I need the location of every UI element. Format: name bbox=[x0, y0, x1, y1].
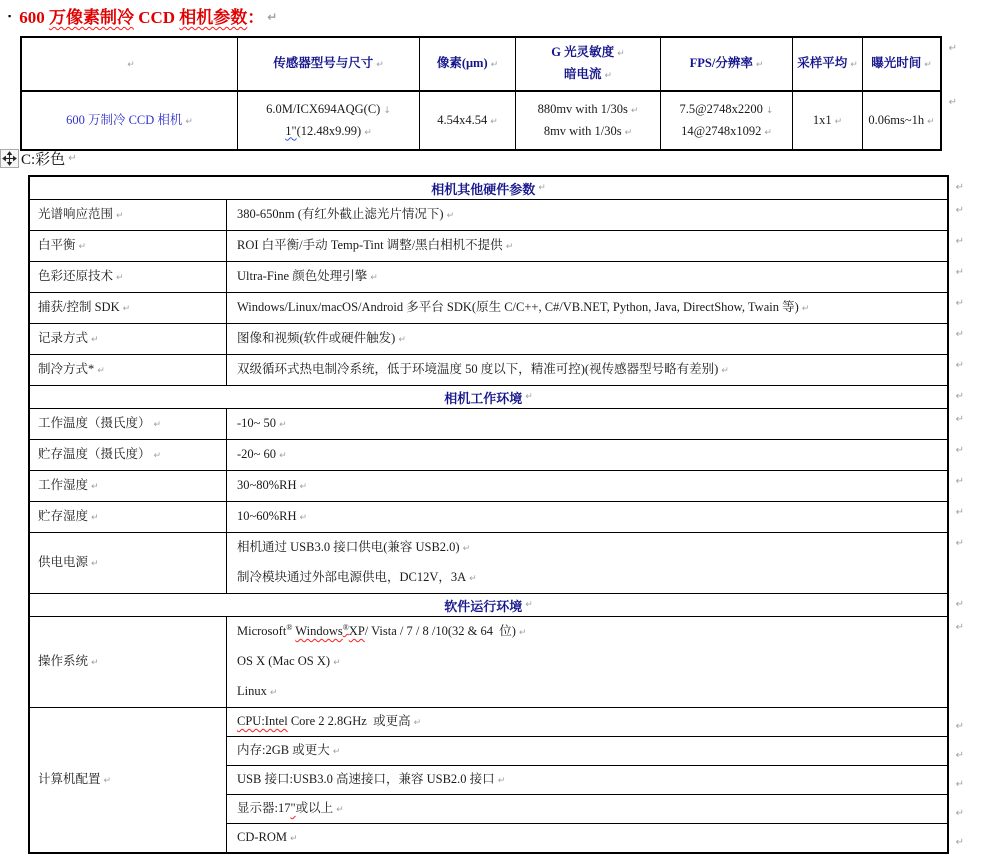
text-segment: Core 2 2.8GHz 或更高 bbox=[287, 714, 411, 728]
text-segment: 1x1 bbox=[812, 112, 832, 127]
text-line bbox=[868, 110, 934, 132]
paragraph-mark-icon: ↓ bbox=[765, 105, 774, 116]
paragraph-mark-icon: ↵ bbox=[185, 116, 193, 127]
row-value bbox=[227, 502, 947, 532]
text-line bbox=[285, 121, 371, 143]
text-segment: 4.54x4.54 bbox=[437, 112, 488, 127]
section-header-text: 相机其他硬件参数 bbox=[431, 181, 536, 197]
text-line bbox=[564, 64, 612, 86]
text-segment: 显示器:17 bbox=[237, 801, 291, 815]
row-value bbox=[227, 200, 947, 230]
row-label bbox=[30, 533, 227, 593]
table-row bbox=[30, 230, 964, 261]
text-segment: 7.5@2748x2200 bbox=[679, 101, 763, 116]
text-segment: Ultra-Fine 颜色处理引擎 bbox=[237, 269, 368, 283]
text-segment: ® bbox=[342, 622, 349, 632]
paragraph-mark-icon: ↵ bbox=[116, 273, 124, 283]
text-segment: -20~ 60 bbox=[237, 447, 277, 461]
text-segment: CPU:Intel bbox=[237, 714, 288, 728]
sub-row bbox=[227, 794, 964, 823]
text-line bbox=[38, 262, 226, 292]
text-segment: 10~60%RH bbox=[237, 509, 297, 523]
text-segment: 8mv with 1/30s bbox=[543, 123, 622, 138]
paragraph-mark-icon: ↵ bbox=[538, 183, 546, 193]
title-segment: CCD bbox=[133, 8, 180, 27]
paragraph-mark-icon: ↵ bbox=[490, 60, 499, 70]
text-segment: / Vista / 7 / 8 /10(32 & 64 位) bbox=[364, 624, 516, 638]
text-line bbox=[681, 121, 772, 143]
paragraph-mark-icon: ↵ bbox=[267, 10, 278, 24]
text-segment: " bbox=[290, 801, 296, 815]
text-segment: 0.06ms~1h bbox=[868, 112, 925, 127]
table-row bbox=[30, 439, 964, 470]
row-value bbox=[227, 440, 947, 470]
row-label bbox=[30, 262, 227, 292]
paragraph-mark-icon: ↵ bbox=[755, 60, 764, 70]
text-line bbox=[237, 471, 947, 501]
text-line bbox=[237, 293, 947, 323]
text-segment: G 光灵敏度 bbox=[551, 45, 615, 59]
text-line bbox=[680, 99, 774, 121]
text-line bbox=[544, 121, 632, 143]
row-value bbox=[227, 324, 947, 354]
paragraph-mark-icon: ↵ bbox=[624, 127, 633, 138]
text-line bbox=[266, 99, 391, 121]
table-row bbox=[30, 616, 964, 707]
section-header-text: 软件运行环境 bbox=[444, 598, 523, 614]
paragraph-mark-icon: ↵ bbox=[398, 335, 406, 345]
text-line bbox=[237, 708, 947, 738]
paragraph-mark-icon: ↵ bbox=[801, 304, 810, 314]
text-segment: 操作系统 bbox=[38, 654, 89, 668]
paragraph-mark-icon: ↵ bbox=[127, 60, 135, 70]
text-line bbox=[38, 440, 226, 470]
row-end-mark-icon: ↵ bbox=[948, 97, 957, 108]
text-line bbox=[237, 795, 947, 825]
text-segment: 内存:2GB 或更大 bbox=[237, 743, 330, 757]
table1-header-cell bbox=[419, 38, 515, 90]
row-end-mark-icon: ↵ bbox=[955, 476, 964, 487]
text-line bbox=[437, 53, 498, 75]
text-line bbox=[237, 533, 947, 563]
text-line bbox=[237, 231, 947, 261]
text-line bbox=[237, 737, 947, 767]
text-segment: 30~80%RH bbox=[237, 478, 297, 492]
row-value bbox=[227, 471, 947, 501]
text-line bbox=[237, 766, 947, 796]
text-segment: 制冷方式* bbox=[38, 362, 95, 376]
text-line bbox=[237, 502, 947, 532]
table1-header-cell bbox=[792, 38, 862, 90]
title-segment: 万像素制冷 bbox=[48, 8, 134, 27]
row-label bbox=[30, 440, 227, 470]
paragraph-mark-icon: ↵ bbox=[279, 420, 287, 430]
text-segment: OS X (Mac OS X) bbox=[237, 654, 331, 668]
paragraph-mark-icon: ↵ bbox=[91, 513, 99, 523]
text-line bbox=[38, 293, 226, 323]
text-segment: 光谱响应范围 bbox=[38, 207, 114, 221]
row-end-mark-icon: ↵ bbox=[955, 622, 964, 633]
row-label bbox=[30, 409, 227, 439]
paragraph-mark-icon: ↵ bbox=[91, 482, 99, 492]
text-line bbox=[38, 324, 226, 354]
text-segment: 供电电源 bbox=[38, 555, 89, 569]
sub-row bbox=[227, 823, 964, 852]
text-segment: 记录方式 bbox=[38, 331, 89, 345]
row-value bbox=[227, 533, 947, 593]
text-line bbox=[551, 42, 624, 64]
paragraph-mark-icon: ↵ bbox=[376, 60, 384, 70]
table1-header-cell bbox=[660, 38, 792, 90]
paragraph-mark-icon: ↵ bbox=[103, 776, 112, 786]
paragraph-mark-icon: ↵ bbox=[91, 335, 99, 345]
caption-text: C:彩色 bbox=[21, 152, 66, 168]
row-end-mark-icon: ↵ bbox=[955, 837, 964, 848]
paragraph-mark-icon: ↵ bbox=[764, 127, 772, 138]
text-segment: 暗电流 bbox=[563, 67, 602, 81]
camera-spec-table bbox=[20, 36, 957, 151]
text-line bbox=[237, 647, 947, 677]
paragraph-mark-icon: ↵ bbox=[518, 628, 527, 638]
text-line bbox=[124, 53, 135, 75]
text-segment: USB 接口:USB3.0 高速接口，兼容 USB2.0 接口 bbox=[237, 772, 495, 786]
paragraph-mark-icon: ↵ bbox=[617, 49, 625, 59]
paragraph-mark-icon: ↵ bbox=[299, 513, 308, 523]
text-line bbox=[797, 53, 858, 75]
text-line bbox=[273, 53, 384, 75]
row-end-mark-icon: ↵ bbox=[955, 391, 964, 402]
text-segment: 图像和视频(软件或硬件触发) bbox=[237, 331, 396, 345]
paragraph-mark-icon: ↵ bbox=[269, 688, 278, 698]
text-line bbox=[237, 262, 947, 292]
paragraph-mark-icon: ↵ bbox=[497, 776, 506, 786]
row-label bbox=[30, 471, 227, 501]
title-segment: ： bbox=[247, 8, 265, 27]
paragraph-mark-icon: ↵ bbox=[279, 451, 287, 461]
text-line bbox=[237, 617, 947, 647]
text-segment: XP bbox=[348, 624, 365, 638]
row-end-mark-icon: ↵ bbox=[955, 507, 964, 518]
text-line bbox=[237, 324, 947, 354]
paragraph-mark-icon: ↵ bbox=[446, 211, 455, 221]
text-line bbox=[690, 53, 764, 75]
row-value bbox=[227, 617, 947, 707]
text-segment: 双级循环式热电制冷系统，低于环境温度 50 度以下，精准可控)(视传感器型号略有差别) bbox=[237, 362, 719, 376]
text-segment: 6.0M/ICX694AQG(C) bbox=[266, 101, 381, 116]
row-end-mark-icon: ↵ bbox=[955, 445, 964, 456]
text-line bbox=[237, 677, 947, 707]
text-line bbox=[237, 200, 947, 230]
table1-header-row bbox=[22, 38, 957, 90]
text-segment: 采样平均 bbox=[797, 56, 848, 70]
table1-data-cell bbox=[515, 92, 660, 149]
table1-header-cell bbox=[237, 38, 419, 90]
row-end-mark-icon: ↵ bbox=[955, 205, 964, 216]
sub-row bbox=[227, 765, 964, 794]
text-line bbox=[38, 502, 226, 532]
text-segment: -10~ 50 bbox=[237, 416, 277, 430]
table-row bbox=[30, 501, 964, 532]
paragraph-mark-icon: ↵ bbox=[97, 366, 105, 376]
row-label bbox=[30, 231, 227, 261]
paragraph-mark-icon: ↵ bbox=[630, 105, 639, 116]
row-label bbox=[30, 708, 227, 852]
paragraph-mark-icon: ↵ bbox=[834, 116, 843, 127]
sub-row bbox=[227, 708, 964, 736]
row-label bbox=[30, 355, 227, 385]
row-label bbox=[30, 324, 227, 354]
title-segment: 600 bbox=[19, 8, 49, 27]
paragraph-mark-icon: ↵ bbox=[927, 116, 935, 127]
paragraph-mark-icon: ↵ bbox=[525, 392, 533, 402]
section-header-text: 相机工作环境 bbox=[444, 390, 523, 406]
table1-data-row bbox=[22, 90, 957, 149]
row-end-mark-icon: ↵ bbox=[955, 779, 964, 790]
table1-header-cell bbox=[22, 38, 237, 90]
text-segment: 白平衡 bbox=[38, 238, 76, 252]
row-value bbox=[227, 409, 947, 439]
paragraph-mark-icon: ↵ bbox=[91, 559, 99, 569]
camera-detail-table bbox=[28, 175, 964, 854]
text-line bbox=[38, 409, 226, 439]
row-end-mark-icon: ↵ bbox=[955, 750, 964, 761]
paragraph-mark-icon: ↵ bbox=[364, 127, 372, 138]
row-value bbox=[227, 262, 947, 292]
text-line bbox=[237, 563, 947, 593]
sub-row bbox=[227, 736, 964, 765]
row-end-mark-icon: ↵ bbox=[948, 43, 957, 54]
row-end-mark-icon: ↵ bbox=[955, 267, 964, 278]
paragraph-mark-icon: ↵ bbox=[505, 242, 514, 252]
text-line bbox=[237, 355, 947, 385]
table-row bbox=[30, 261, 964, 292]
paragraph-mark-icon: ↵ bbox=[462, 544, 471, 554]
paragraph-mark-icon: ↵ bbox=[116, 211, 124, 221]
section-header-row bbox=[30, 385, 964, 408]
paragraph-mark-icon: ↵ bbox=[91, 658, 99, 668]
text-segment: 880mv with 1/30s bbox=[537, 101, 628, 116]
text-segment: 380-650nm (有红外截止滤光片情况下) bbox=[237, 207, 444, 221]
text-line bbox=[237, 440, 947, 470]
table1-header-cell bbox=[862, 38, 940, 90]
row-label bbox=[30, 502, 227, 532]
paragraph-mark-icon: ↵ bbox=[153, 420, 162, 430]
table1-data-cell[interactable] bbox=[22, 92, 237, 149]
paragraph-mark-icon: ↵ bbox=[122, 304, 131, 314]
row-subrows bbox=[227, 708, 964, 852]
paragraph-mark-icon: ↵ bbox=[336, 805, 344, 815]
document-title bbox=[8, 3, 277, 28]
table-move-handle-icon[interactable] bbox=[0, 149, 19, 168]
paragraph-mark-icon: ↵ bbox=[490, 116, 498, 127]
text-segment: 或以上 bbox=[295, 801, 334, 815]
table1-data-cell bbox=[862, 92, 940, 149]
paragraph-mark-icon: ↵ bbox=[850, 60, 858, 70]
text-line bbox=[538, 99, 639, 121]
paragraph-mark-icon: ↵ bbox=[469, 574, 477, 584]
text-segment: 600 万制冷 CCD 相机 bbox=[66, 112, 183, 127]
row-label bbox=[30, 200, 227, 230]
text-line bbox=[38, 647, 226, 677]
text-line bbox=[38, 765, 226, 795]
row-value bbox=[227, 231, 947, 261]
text-segment: 工作温度（摄氏度） bbox=[38, 416, 151, 430]
text-segment: Windows bbox=[295, 624, 343, 638]
row-end-mark-icon: ↵ bbox=[955, 236, 964, 247]
table-row bbox=[30, 707, 964, 852]
text-line bbox=[437, 110, 498, 132]
text-segment: Microsoft bbox=[237, 624, 287, 638]
row-end-mark-icon: ↵ bbox=[955, 329, 964, 340]
row-end-mark-icon: ↵ bbox=[955, 538, 964, 549]
text-segment: 14@2748x1092 bbox=[681, 123, 762, 138]
section-header-row bbox=[30, 593, 964, 616]
text-segment: ROI 白平衡/手动 Temp-Tint 调整/黑白相机不提供 bbox=[237, 238, 503, 252]
text-line bbox=[38, 548, 226, 578]
text-segment: 贮存温度（摄氏度） bbox=[38, 447, 151, 461]
table-row bbox=[30, 354, 964, 385]
paragraph-mark-icon: ↵ bbox=[290, 834, 298, 844]
text-line bbox=[38, 355, 226, 385]
paragraph-mark-icon: ↓ bbox=[383, 105, 391, 116]
paragraph-mark-icon: ↵ bbox=[721, 366, 729, 376]
paragraph-mark-icon: ↵ bbox=[299, 482, 308, 492]
text-line bbox=[38, 200, 226, 230]
text-segment: 像素(μm) bbox=[436, 56, 488, 70]
paragraph-mark-icon: ↵ bbox=[153, 451, 162, 461]
row-label bbox=[30, 293, 227, 323]
paragraph-mark-icon: ↵ bbox=[924, 60, 932, 70]
row-end-mark-icon: ↵ bbox=[955, 721, 964, 732]
row-label bbox=[30, 617, 227, 707]
four-way-arrow-icon bbox=[3, 152, 16, 165]
row-end-mark-icon: ↵ bbox=[955, 298, 964, 309]
row-end-mark-icon: ↵ bbox=[955, 599, 964, 610]
table-row bbox=[30, 199, 964, 230]
text-segment: 曝光时间 bbox=[871, 56, 922, 70]
table1-header-cell bbox=[515, 38, 660, 90]
text-segment: (12.48x9.99) bbox=[296, 123, 362, 138]
text-line bbox=[871, 53, 932, 75]
text-segment: 相机通过 USB3.0 接口供电(兼容 USB2.0) bbox=[237, 540, 460, 554]
section-header-row bbox=[30, 177, 964, 199]
paragraph-mark-icon: ↵ bbox=[525, 600, 533, 610]
row-value bbox=[227, 355, 947, 385]
row-end-mark-icon: ↵ bbox=[955, 414, 964, 425]
paragraph-mark-icon: ↵ bbox=[370, 273, 378, 283]
text-segment: 传感器型号与尺寸 bbox=[273, 56, 374, 70]
table-row bbox=[30, 532, 964, 593]
text-segment: 捕获/控制 SDK bbox=[38, 300, 120, 314]
title-text bbox=[19, 8, 264, 27]
text-segment: 计算机配置 bbox=[38, 772, 101, 786]
row-end-mark-icon: ↵ bbox=[955, 182, 964, 193]
paragraph-mark-icon: ↵ bbox=[604, 71, 613, 81]
table1-data-cell bbox=[792, 92, 862, 149]
text-line bbox=[237, 824, 947, 854]
table1-data-cell bbox=[237, 92, 419, 149]
table-row bbox=[30, 292, 964, 323]
paragraph-mark-icon: ↵ bbox=[333, 658, 341, 668]
row-end-mark-icon: ↵ bbox=[955, 808, 964, 819]
text-segment: 制冷模块通过外部电源供电，DC12V，3A bbox=[237, 570, 467, 584]
title-segment: 相机参数 bbox=[179, 8, 248, 27]
text-line bbox=[813, 110, 842, 132]
text-line bbox=[38, 471, 226, 501]
text-line bbox=[237, 409, 947, 439]
table1-data-cell bbox=[419, 92, 515, 149]
text-segment: Windows/Linux/macOS/Android 多平台 SDK(原生 C/C++, C#/VB.NET, Python, Java, DirectShow, Twain 等) bbox=[237, 300, 799, 314]
text-segment: ® bbox=[286, 622, 293, 632]
text-segment: CD-ROM bbox=[237, 830, 288, 844]
paragraph-mark-icon: ↵ bbox=[332, 747, 341, 757]
row-end-mark-icon: ↵ bbox=[955, 360, 964, 371]
table-row bbox=[30, 408, 964, 439]
paragraph-mark-icon: ↵ bbox=[413, 718, 422, 728]
text-segment: 1" bbox=[285, 123, 297, 138]
paragraph-mark-icon: ↵ bbox=[68, 153, 77, 164]
table1-data-cell bbox=[660, 92, 792, 149]
text-segment: Linux bbox=[237, 684, 267, 698]
row-value bbox=[227, 293, 947, 323]
caption-line bbox=[0, 148, 77, 169]
text-line bbox=[38, 231, 226, 261]
table-row bbox=[30, 470, 964, 501]
text-segment: FPS/分辨率 bbox=[689, 56, 753, 70]
text-segment: 贮存湿度 bbox=[38, 509, 89, 523]
text-segment: 工作湿度 bbox=[38, 478, 89, 492]
text-line bbox=[66, 110, 193, 132]
table-row bbox=[30, 323, 964, 354]
text-segment: 色彩还原技术 bbox=[38, 269, 114, 283]
list-bullet-icon: ▪ bbox=[8, 11, 12, 21]
paragraph-mark-icon: ↵ bbox=[78, 242, 87, 252]
